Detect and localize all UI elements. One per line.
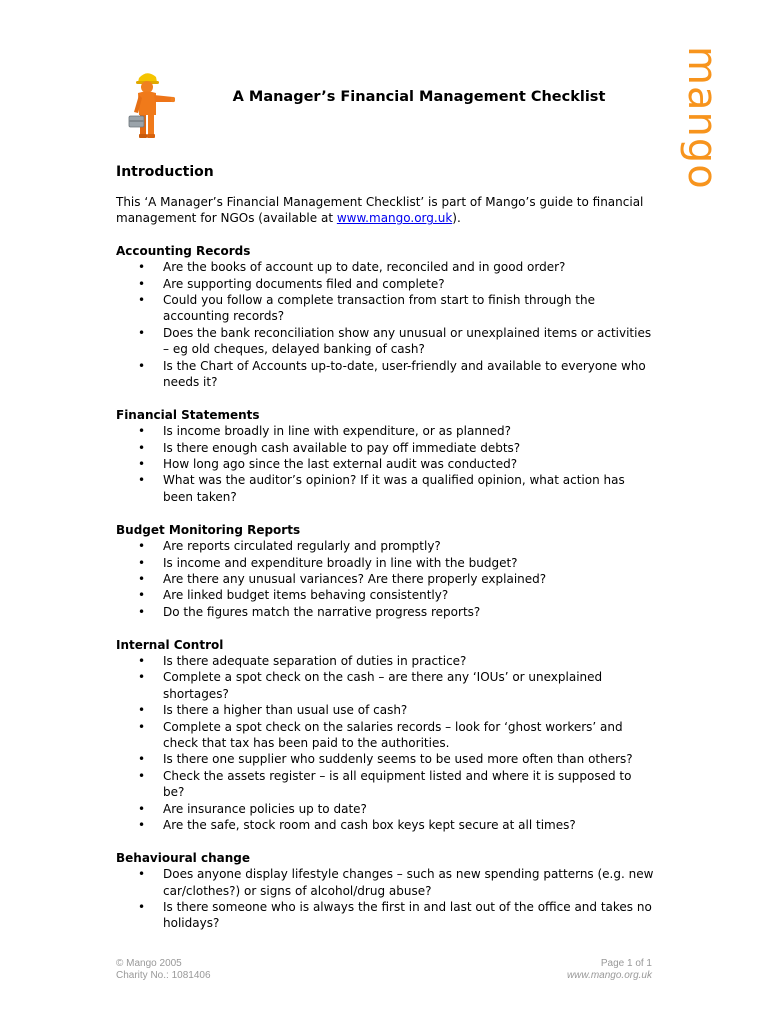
checklist-item: • Are the books of account up to date, reconciled and in good order?	[116, 259, 656, 275]
checklist-item: • Check the assets register – is all equipment listed and where it is supposed to be?	[116, 768, 656, 801]
checklist-item: • Are linked budget items behaving consistently?	[116, 587, 656, 603]
checklist-item: • Are reports circulated regularly and promptly?	[116, 538, 656, 554]
checklist	[116, 866, 656, 932]
intro-text-start: This ‘A Manager’s Financial Management Checklist’ is part of Mango’s guide to financial management for NGOs (available at	[116, 195, 644, 226]
checklist-item: • Complete a spot check on the cash – are there any ‘IOUs’ or unexplained shortages?	[116, 669, 656, 702]
checklist-item: • Are supporting documents filed and complete?	[116, 276, 656, 292]
section-heading: Internal Control	[116, 637, 224, 652]
checklist-item: • What was the auditor’s opinion? If it was a qualified opinion, what action has been taken?	[116, 472, 656, 505]
checklist-item: • Do the figures match the narrative progress reports?	[116, 604, 656, 620]
mango-logo: mango	[679, 46, 725, 190]
checklist-item: • Are the safe, stock room and cash box keys kept secure at all times?	[116, 817, 656, 833]
checklist-item: • Is there one supplier who suddenly seems to be used more often than others?	[116, 751, 656, 767]
introduction-text	[116, 194, 656, 227]
section-heading: Behavioural change	[116, 850, 250, 865]
section-budget-monitoring-reports	[116, 522, 656, 620]
section-accounting-records	[116, 243, 656, 391]
section-behavioural-change	[116, 850, 656, 932]
section-heading: Financial Statements	[116, 407, 260, 422]
checklist-item: • Are insurance policies up to date?	[116, 801, 656, 817]
document-title: A Manager’s Financial Management Checklist	[232, 89, 606, 105]
checklist-item: • Does the bank reconciliation show any unusual or unexplained items or activities – eg old cheques, delayed banking of cash?	[116, 325, 656, 358]
checklist-item: • Is income and expenditure broadly in line with the budget?	[116, 555, 656, 571]
charity-number: Charity No.: 1081406	[116, 970, 211, 981]
section-heading: Budget Monitoring Reports	[116, 522, 301, 537]
checklist-item: • Complete a spot check on the salaries records – look for ‘ghost workers’ and check that tax has been paid to the authorities.	[116, 719, 656, 752]
checklist-item: • Is there adequate separation of duties in practice?	[116, 653, 656, 669]
checklist-item: • Is there enough cash available to pay off immediate debts?	[116, 440, 656, 456]
checklist-item: • Is there a higher than usual use of cash?	[116, 702, 656, 718]
section-financial-statements	[116, 407, 656, 505]
introduction-heading: Introduction	[116, 164, 214, 180]
checklist-item: • How long ago since the last external audit was conducted?	[116, 456, 656, 472]
mango-website-link[interactable]: www.mango.org.uk	[336, 211, 453, 226]
section-internal-control	[116, 637, 656, 834]
checklist	[116, 653, 656, 833]
intro-text-end: ).	[452, 211, 461, 226]
footer-left	[116, 958, 211, 982]
footer-url-link[interactable]: www.mango.org.uk	[566, 970, 652, 981]
checklist	[116, 538, 656, 620]
checklist-item: • Are there any unusual variances? Are there properly explained?	[116, 571, 656, 587]
checklist-item: • Is the Chart of Accounts up-to-date, user-friendly and available to everyone who needs it?	[116, 358, 656, 391]
construction-worker-icon	[125, 70, 175, 140]
checklist-item: • Could you follow a complete transaction from start to finish through the accounting records?	[116, 292, 656, 325]
checklist	[116, 259, 656, 390]
section-heading: Accounting Records	[116, 243, 251, 258]
checklist	[116, 423, 656, 505]
page-number: Page 1 of 1	[600, 958, 652, 969]
checklist-item: • Is there someone who is always the first in and last out of the office and takes no holidays?	[116, 899, 656, 932]
checklist-item: • Is income broadly in line with expenditure, or as planned?	[116, 423, 656, 439]
footer-right	[567, 958, 652, 982]
checklist-item: • Does anyone display lifestyle changes – such as new spending patterns (e.g. new car/clothes?) or signs of alcohol/drug abuse?	[116, 866, 656, 899]
copyright-text: © Mango 2005	[116, 958, 182, 969]
document-body	[116, 162, 656, 948]
